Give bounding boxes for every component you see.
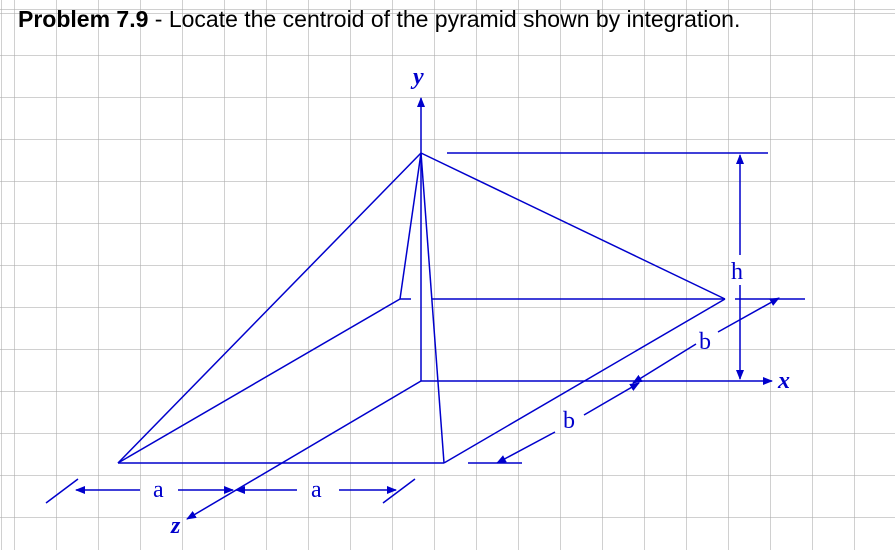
b-lower-dim-outer — [584, 383, 639, 415]
b-lower-dim-inner — [497, 432, 555, 463]
a-right-label: a — [311, 477, 322, 503]
edge-apex-back-right — [421, 153, 725, 299]
b-lower-label: b — [563, 408, 575, 434]
problem-number: Problem 7.9 — [18, 6, 149, 32]
x-axis-label: x — [778, 368, 790, 394]
edge-apex-front-left — [118, 153, 421, 463]
edge-apex-front-right — [421, 153, 444, 463]
a-left-label: a — [153, 477, 164, 503]
problem-statement: Locate the centroid of the pyramid shown by integration. — [168, 6, 741, 32]
edge-apex-back-left — [400, 153, 421, 299]
a-right-extension — [383, 479, 415, 503]
height-label: h — [731, 259, 743, 285]
title-separator: - — [148, 6, 169, 32]
z-axis-label: z — [171, 513, 181, 539]
base-left-edge — [118, 299, 400, 463]
b-upper-label: b — [699, 329, 711, 355]
a-left-extension — [46, 479, 78, 503]
b-upper-dim-outer — [718, 298, 779, 332]
y-axis-label: y — [413, 64, 424, 90]
b-upper-dim-inner — [633, 344, 696, 383]
